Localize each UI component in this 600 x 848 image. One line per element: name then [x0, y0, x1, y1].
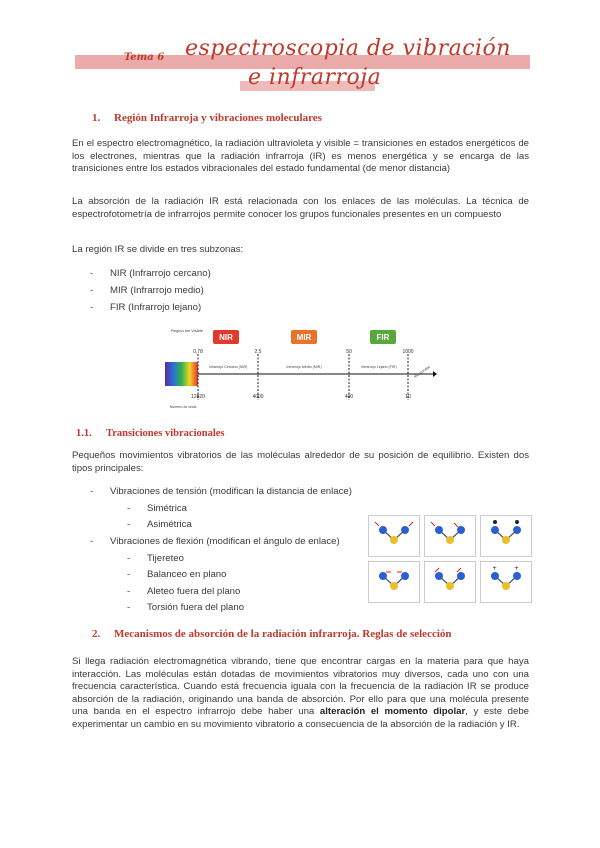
list-item: - Vibraciones de tensión (modifican la distancia de enlace)	[90, 486, 352, 497]
section-1-paragraph-1: En el espectro electromagnético, la radiación ultravioleta y visible = transiciones en estados energéticos de los electrones, mientras que la radiación infrarroja (IR) es menos energética y se encarga de las transiciones entre los estados vibracionales del estado fundamental (de menor distancia)	[72, 138, 529, 175]
flexion-scissoring: Tijereteo	[147, 553, 184, 564]
page-title-line-2: e infrarroja	[248, 65, 382, 90]
list-item: - MIR (Infrarrojo medio)	[90, 285, 204, 296]
bottom-tick-label: 12820	[191, 394, 205, 400]
svg-text:+: +	[492, 565, 498, 572]
section-1-number: 1.	[92, 112, 101, 124]
visible-region-label: Región del Visible	[171, 328, 203, 333]
flexion-wagging: Aleteo fuera del plano	[147, 586, 241, 597]
page-title-line-1: espectroscopia de vibración	[185, 36, 511, 61]
list-item: - Tijereteo	[127, 553, 184, 564]
list-item: - FIR (Infrarrojo lejano)	[90, 302, 202, 313]
tension-symmetric: Simétrica	[147, 503, 187, 514]
section-2-text-start: Si llega radiación electromagnética vibrando, tiene que encontrar cargas en la materia para que haya interacción. Las moléculas están dotadas de movimientos vibratorios muy diversos, cada uno con una frecuencia característica. Cuando está frecuencia iguala con la frecuencia de la radiación IR se produce absorción de la radiación, originando una banda de absorción. Por ello para que una molécula presente una banda en el espectro infrarrojo debe haber una	[72, 656, 529, 718]
mir-description: Infrarrojo Medio (MIR)	[286, 365, 322, 369]
list-item: - Simétrica	[127, 503, 187, 514]
subzone-mir: MIR (Infrarrojo medio)	[110, 285, 204, 296]
section-1-heading	[92, 112, 322, 124]
flexion-rocking: Balanceo en plano	[147, 569, 227, 580]
fir-badge-label: FIR	[376, 333, 390, 342]
symmetric-stretch-icon	[368, 515, 420, 557]
section-2-number: 2.	[92, 628, 101, 640]
section-1-1-heading	[76, 428, 225, 439]
section-2-title: Mecanismos de absorción de la radiación infrarroja. Reglas de selección	[114, 628, 452, 640]
section-2-bold-phrase: alteración el momento dipolar	[319, 706, 466, 718]
section-2-text-end: , y este debe experimentar un cambio en su movimiento vibratorio a consecuencia de la absorción de la radiación y IR.	[72, 706, 530, 730]
svg-text:+: +	[514, 565, 520, 572]
section-1-paragraph-3: La región IR se divide en tres subzonas:	[72, 244, 244, 255]
nir-badge-label: NIR	[219, 333, 233, 342]
mir-badge-label: MIR	[296, 333, 312, 342]
list-item: - NIR (Infrarrojo cercano)	[90, 268, 211, 279]
tema-label: Tema 6	[124, 52, 165, 63]
section-1-1-paragraph: Pequeños movimientos vibratorios de las moléculas alrededor de su posición de equilibrio. Existen dos tipos principales:	[72, 450, 529, 474]
visible-spectrum-band	[165, 362, 198, 386]
list-item: - Vibraciones de flexión (modifican el ángulo de enlace)	[90, 536, 340, 547]
nir-description: Infrarrojo Cercano (NIR)	[208, 365, 248, 369]
section-1-paragraph-2: La absorción de la radiación IR está relacionada con los enlaces de las moléculas. La técnica de espectrofotometría de infrarrojos permite conocer los grupos funcionales presentes en un compuesto	[72, 196, 529, 220]
top-tick-label: 2,5	[254, 349, 262, 355]
section-1-title: Región Infrarroja y vibraciones moleculares	[114, 112, 322, 124]
wavenumber-label: Número de onda	[169, 405, 197, 409]
wagging-icon	[480, 561, 532, 603]
section-2-heading	[92, 628, 452, 640]
list-item: - Asimétrica	[127, 519, 192, 530]
asymmetric-stretch-icon	[424, 515, 476, 557]
torsion-icon	[480, 515, 532, 557]
top-tick-label: 0,78	[193, 349, 203, 355]
top-tick-label: 50	[346, 349, 352, 355]
subzone-fir: FIR (Infrarrojo lejano)	[110, 302, 202, 313]
scissoring-icon	[368, 561, 420, 603]
section-1-1-title: Transiciones vibracionales	[106, 428, 225, 439]
section-1-1-number: 1.1.	[76, 428, 92, 439]
list-item: - Torsión fuera del plano	[127, 602, 245, 613]
rocking-icon	[424, 561, 476, 603]
microwave-label: Microondas	[413, 364, 431, 379]
bottom-tick-label: 4000	[252, 394, 264, 400]
top-tick-label: 1000	[402, 349, 414, 355]
fir-description: Infrarrojo Lejano (FIR)	[361, 365, 397, 369]
tension-vibrations: Vibraciones de tensión (modifican la distancia de enlace)	[110, 486, 352, 497]
bottom-tick-label: 10	[405, 394, 411, 400]
ir-spectrum-diagram	[165, 326, 437, 412]
flexion-vibrations: Vibraciones de flexión (modifican el ángulo de enlace)	[110, 536, 340, 547]
section-2-paragraph	[72, 656, 529, 732]
tension-asymmetric: Asimétrica	[147, 519, 192, 530]
bottom-tick-label: 400	[344, 394, 354, 400]
list-item: - Balanceo en plano	[127, 569, 227, 580]
list-item: - Aleteo fuera del plano	[127, 586, 241, 597]
vibration-modes-figure	[368, 515, 528, 605]
flexion-twisting: Torsión fuera del plano	[147, 602, 245, 613]
subzone-nir: NIR (Infrarrojo cercano)	[110, 268, 211, 279]
